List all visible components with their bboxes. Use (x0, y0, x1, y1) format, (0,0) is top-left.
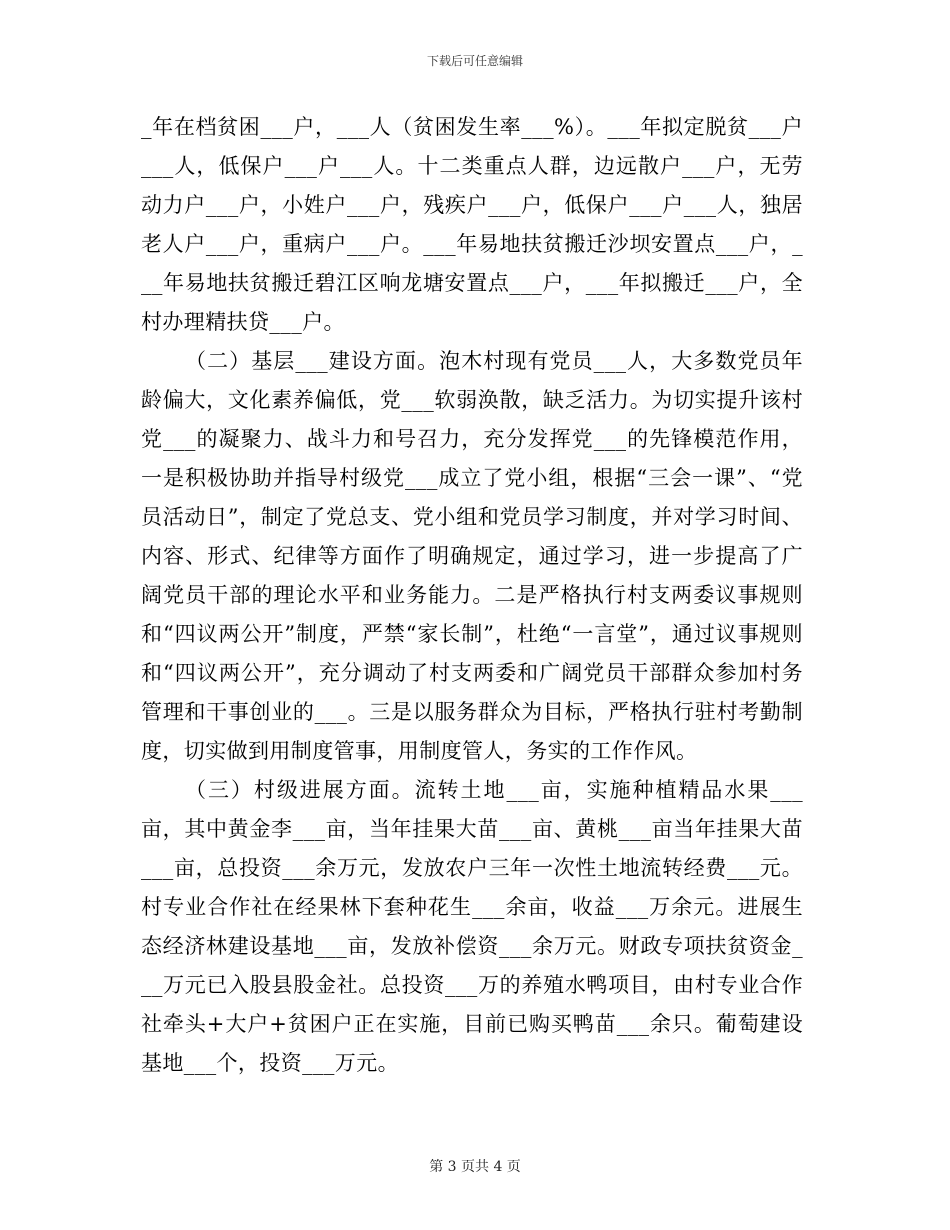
paragraph-grassroots-construction: （二）基层___建设方面。泡木村现有党员___人，大多数党员年龄偏大，文化素养偏低，党___软弱涣散，缺乏活力。为切实提升该村党___的凝聚力、战斗力和号召力，充分发挥党___的先锋模范作用，一是积极协助并指导村级党___成立了党小组，根据“三会一课”、“党员活动日”，制定了党总支、党小组和党员学习制度，并对学习时间、内容、形式、纪律等方面作了明确规定，通过学习，进一步提高了广阔党员干部的理论水平和业务能力。二是严格执行村支两委议事规则和“四议两公开”制度，严禁“家长制”，杜绝“一言堂”，通过议事规则和“四议两公开”，充分调动了村支两委和广阔党员干部群众参加村务管理和干事创业的___。三是以服务群众为目标，严格执行驻村考勤制度，切实做到用制度管事，用制度管人，务实的工作作风。 (141, 349, 803, 763)
page-header-note: 下载后可任意编辑 (426, 54, 523, 68)
document-body (141, 108, 803, 1083)
paragraph-poverty-statistics: _年在档贫困___户，___人（贫困发生率___%）。___年拟定脱贫___户___人，低保户___户___人。十二类重点人群，边远散户___户，无劳动力户___户，小姓户___户，残疾户___户，低保户___户___人，独居老人户___户，重病户___户。___年易地扶贫搬迁沙坝安置点___户，___年易地扶贫搬迁碧江区响龙塘安置点___户，___年拟搬迁___户，全村办理精扶贷___户。 (141, 115, 803, 334)
paragraph-village-development: （三）村级进展方面。流转土地___亩，实施种植精品水果___亩，其中黄金李___亩，当年挂果大苗___亩、黄桃___亩当年挂果大苗___亩，总投资___余万元，发放农户三年一次性土地流转经费___元。村专业合作社在经果林下套种花生___余亩，收益___万余元。进展生态经济林建设基地___亩，发放补偿资___余万元。财政专项扶贫资金___万元已入股县股金社。总投资___万的养殖水鸭项目，由村专业合作社牵头+大户+贫困户正在实施，目前已购买鸭苗___余只。葡萄建设基地___个，投资___万元。 (141, 778, 803, 1075)
page-number-footer: 第 3 页共 4 页 (429, 1159, 521, 1175)
